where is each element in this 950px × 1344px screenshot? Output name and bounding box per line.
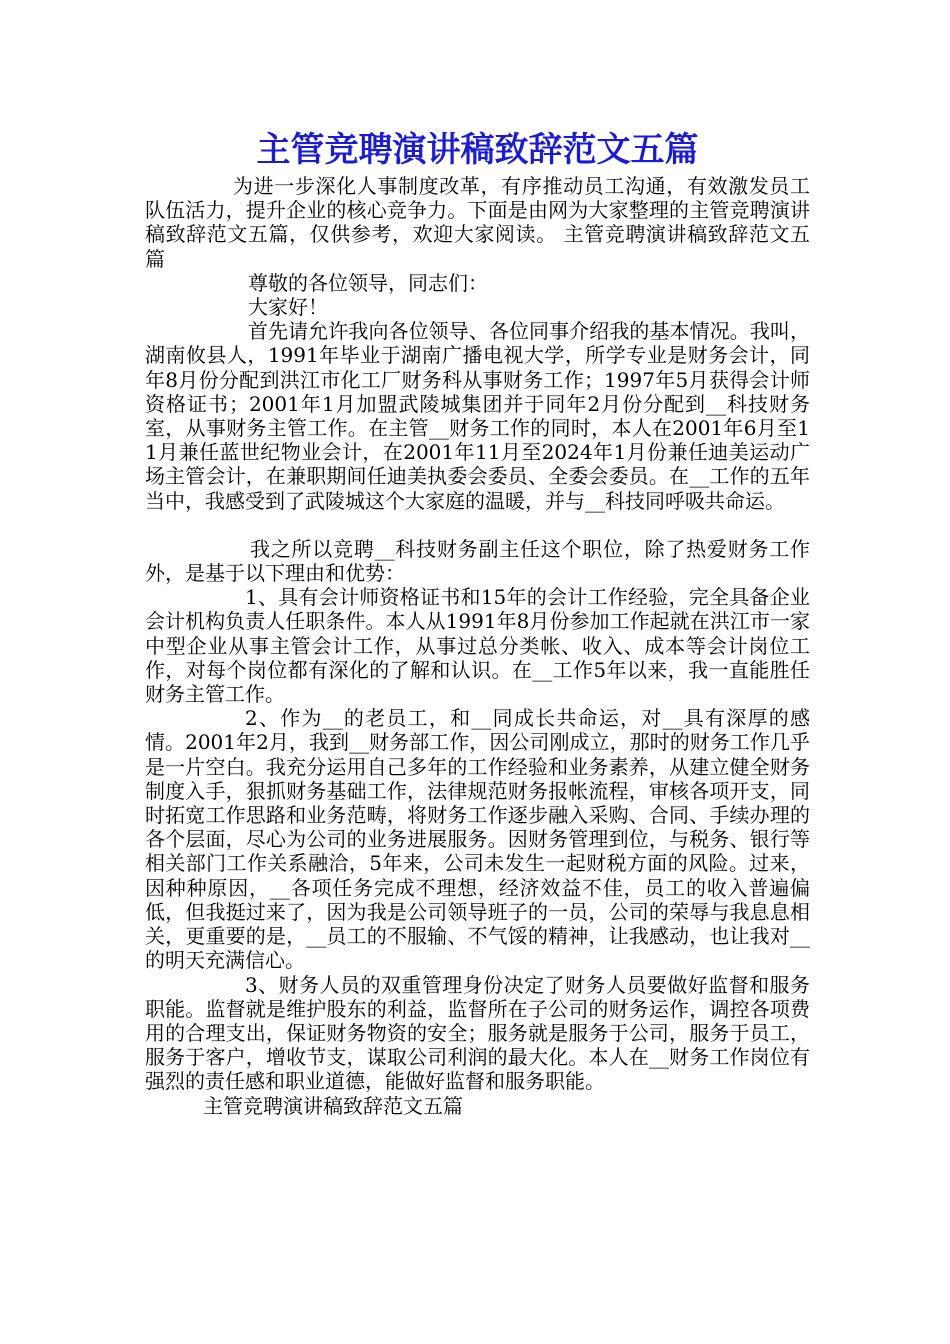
paragraph-gap	[145, 513, 810, 537]
paragraph-self-introduction: 首先请允许我向各位领导、各位同事介绍我的基本情况。我叫，湖南攸县人，1991年毕业于湖南广播电视大学，所学专业是财务会计，同年8月份分配到洪江市化工厂财务科从事财务工作；1997年5月获得会计师资格证书；2001年1月加盟武陵城集团并于同年2月份分配到__科技财务室，从事财务主管工作。在主管__财务工作的同时，本人在2001年6月至11月兼任蓝世纪物业会计，在2001年11月至2024年1月份兼任迪美运动广场主管会计，在兼职期间任迪美执委会委员、全委会委员。在__工作的五年当中，我感受到了武陵城这个大家庭的温暖，并与__科技同呼吸共命运。	[145, 319, 810, 513]
greeting: 大家好！	[248, 295, 328, 320]
list-item-dual-role: 3、财务人员的双重管理身份决定了财务人员要做好监督和服务职能。监督就是维护股东的利益，监督所在子公司的财务运作，调控各项费用的合理支出，保证财务物资的安全；服务就是服务于公司，服务于员工，服务于客户，增收节支，谋取公司利润的最大化。本人在__财务工作岗位有强烈的责任感和职业道德，能做好监督和服务职能。	[145, 972, 810, 1094]
footer-title: 主管竞聘演讲稿致辞范文五篇	[203, 1093, 463, 1118]
intro-paragraph: 为进一步深化人事制度改革，有序推动员工沟通，有效激发员工队伍活力，提升企业的核心竞争力。下面是由网为大家整理的主管竞聘演讲稿致辞范文五篇，仅供参考，欢迎大家阅读。 主管竞聘演讲稿致辞范文五篇	[145, 174, 810, 271]
list-item-senior-employee: 2、作为__的老员工，和__同成长共命运，对__具有深厚的感情。2001年2月，我到__财务部工作，因公司刚成立，那时的财务工作几乎是一片空白。我充分运用自己多年的工作经验和业务素养，从建立健全财务制度入手，狠抓财务基础工作，法律规范财务报帐流程，审核各项开支，同时拓宽工作思路和业务范畴，将财务工作逐步融入采购、合同、手续办理的各个层面，尽心为公司的业务进展服务。因财务管理到位，与税务、银行等相关部门工作关系融洽，5年来，公司未发生一起财税方面的风险。过来，因种种原因，__各项任务完成不理想，经济效益不佳，员工的收入普遍偏低，但我挺过来了，因为我是公司领导班子的一员，公司的荣辱与我息息相关，更重要的是，__员工的不服输、不气馁的精神，让我感动，也让我对__的明天充满信心。	[145, 706, 810, 973]
document-title: 主管竞聘演讲稿致辞范文五篇	[256, 130, 699, 170]
document-page	[145, 128, 810, 1118]
list-item-qualification: 1、具有会计师资格证书和15年的会计工作经验，完全具备企业会计机构负责人任职条件。本人从1991年8月份参加工作起就在洪江市一家中型企业从事主管会计工作，从事过总分类帐、收入、成本等会计岗位工作，对每个岗位都有深化的了解和认识。在__工作5年以来，我一直能胜任财务主管工作。	[145, 585, 810, 707]
paragraph-reasons: 我之所以竞聘__科技财务副主任这个职位，除了热爱财务工作外，是基于以下理由和优势：	[145, 536, 810, 586]
salutation: 尊敬的各位领导，同志们：	[248, 270, 488, 295]
